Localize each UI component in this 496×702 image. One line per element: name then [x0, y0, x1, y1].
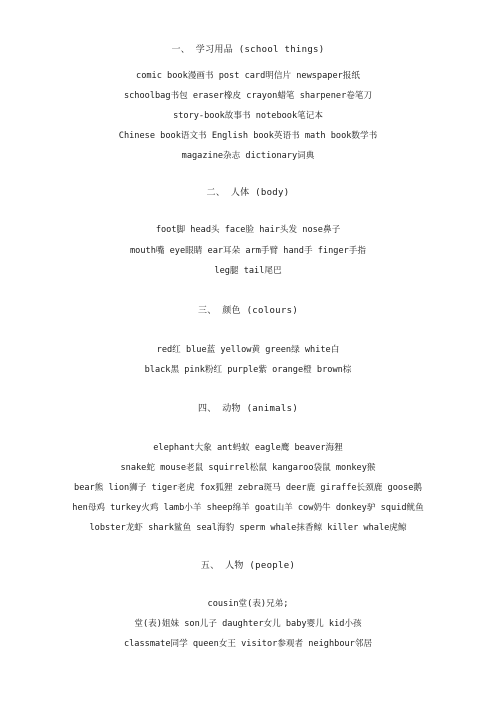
vocab-line: comic book漫画书 post card明信片 newspaper报纸: [136, 71, 360, 81]
vocab-line: hen母鸡 turkey火鸡 lamb小羊 sheep绵羊 goat山羊 cow奶牛 donkey驴 squid鱿鱼: [72, 503, 424, 513]
vocab-line: cousin堂(表)兄弟;: [207, 599, 289, 609]
vocab-line: mouth嘴 eye眼睛 ear耳朵 arm手臂 hand手 finger手指: [130, 246, 366, 256]
vocab-line: foot脚 head头 face脸 hair头发 nose鼻子: [155, 225, 341, 235]
section-heading: 一、 学习用品 (school things): [171, 45, 325, 55]
section-heading: 五、 人物 (people): [200, 561, 296, 571]
vocab-line: red红 blue蓝 yellow黄 green绿 white白: [156, 345, 340, 355]
vocab-line: snake蛇 mouse老鼠 squirrel松鼠 kangaroo袋鼠 monkey猴: [120, 463, 376, 473]
vocab-line: 堂(表)姐妹 son儿子 daughter女儿 baby婴儿 kid小孩: [134, 619, 362, 629]
vocab-line: leg腿 tail尾巴: [214, 266, 282, 276]
vocab-line: black黑 pink粉红 purple紫 orange橙 brown棕: [144, 365, 352, 375]
vocab-line: classmate同学 queen女王 visitor参观者 neighbour邻居: [123, 639, 373, 649]
vocab-line: Chinese book语文书 English book英语书 math book数学书: [118, 131, 378, 141]
section-heading: 二、 人体 (body): [206, 188, 290, 198]
vocab-line: story-book故事书 notebook笔记本: [173, 111, 323, 121]
section-heading: 三、 颜色 (colours): [197, 306, 299, 316]
vocab-line: lobster龙虾 shark鲨鱼 seal海豹 sperm whale抹香鲸 killer whale虎鲸: [89, 523, 407, 533]
vocab-line: bear熊 lion狮子 tiger老虎 fox狐狸 zebra斑马 deer鹿 giraffe长颈鹿 goose鹅: [74, 483, 422, 493]
section-heading: 四、 动物 (animals): [197, 404, 299, 414]
vocab-line: magazine杂志 dictionary词典: [181, 151, 315, 161]
vocab-line: elephant大象 ant蚂蚁 eagle鹰 beaver海狸: [153, 443, 343, 453]
vocab-line: schoolbag书包 eraser橡皮 crayon蜡笔 sharpener卷笔刀: [123, 91, 373, 101]
